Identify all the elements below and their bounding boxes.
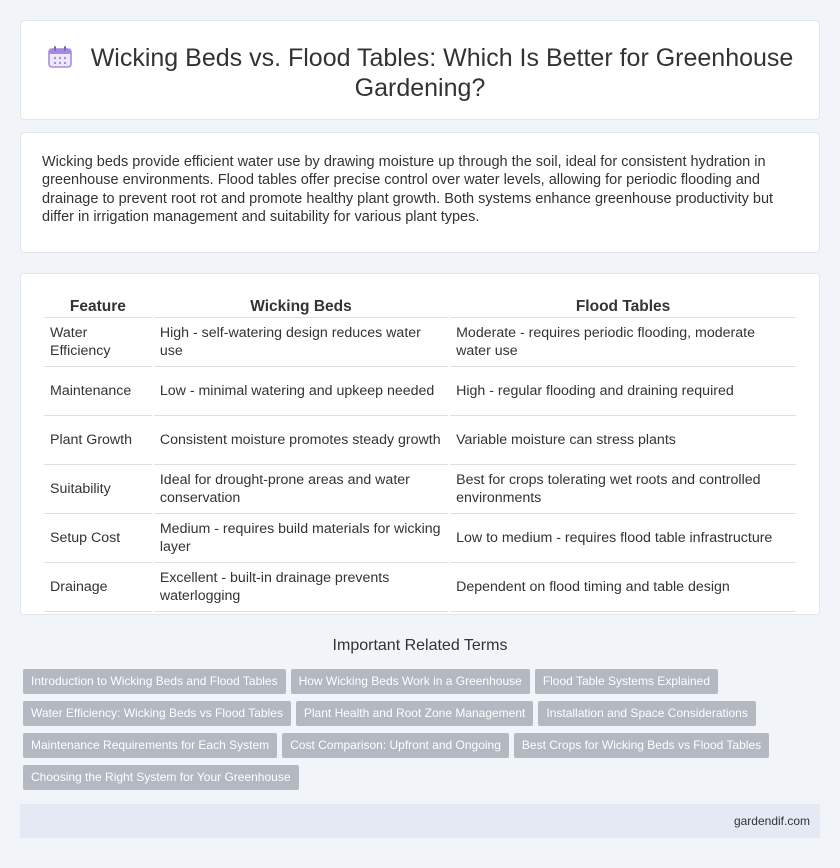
table-row bbox=[44, 465, 796, 514]
table-row bbox=[44, 367, 796, 416]
wicking-cell: High - self-watering design reduces water use bbox=[154, 318, 448, 367]
intro-paragraph: Wicking beds provide efficient water use by drawing moisture up through the soil, ideal for consistent hydration in greenhouse environments. Flood tables offer precise control over water levels, allowing for periodic flooding and drainage to prevent root rot and promote healthy plant growth. Both systems enhance greenhouse productivity but differ in irrigation management and suitability for various plant types. bbox=[42, 154, 774, 226]
term-tag[interactable]: Plant Health and Root Zone Management bbox=[296, 701, 533, 726]
tag-row bbox=[23, 701, 783, 733]
header-wicking-beds: Wicking Beds bbox=[154, 296, 448, 318]
feature-cell: Setup Cost bbox=[44, 514, 152, 563]
term-tag[interactable]: Water Efficiency: Wicking Beds vs Flood Tables bbox=[23, 701, 291, 726]
wicking-cell: Medium - requires build materials for wicking layer bbox=[154, 514, 448, 563]
wicking-cell: Consistent moisture promotes steady growth bbox=[154, 416, 448, 465]
feature-cell: Water Efficiency bbox=[44, 318, 152, 367]
footer-bar bbox=[20, 804, 820, 838]
term-tag[interactable]: Maintenance Requirements for Each System bbox=[23, 733, 277, 758]
table-row bbox=[44, 514, 796, 563]
header-feature: Feature bbox=[44, 296, 152, 318]
flood-cell: High - regular flooding and draining required bbox=[450, 367, 796, 416]
term-tag[interactable]: Best Crops for Wicking Beds vs Flood Tables bbox=[514, 733, 769, 758]
flood-cell: Best for crops tolerating wet roots and controlled environments bbox=[450, 465, 796, 514]
feature-cell: Plant Growth bbox=[44, 416, 152, 465]
table-header-row bbox=[44, 296, 796, 318]
feature-cell: Drainage bbox=[44, 563, 152, 612]
flood-cell: Low to medium - requires flood table infrastructure bbox=[450, 514, 796, 563]
wicking-cell: Ideal for drought-prone areas and water conservation bbox=[154, 465, 448, 514]
page-title-wrap bbox=[21, 43, 819, 103]
table-row bbox=[44, 416, 796, 465]
table-row bbox=[44, 563, 796, 612]
related-terms-title: Important Related Terms bbox=[332, 637, 508, 654]
feature-cell: Maintenance bbox=[44, 367, 152, 416]
term-tag[interactable]: Flood Table Systems Explained bbox=[535, 669, 718, 694]
term-tag[interactable]: Installation and Space Considerations bbox=[538, 701, 755, 726]
term-tag[interactable]: Introduction to Wicking Beds and Flood Tables bbox=[23, 669, 286, 694]
wicking-cell: Low - minimal watering and upkeep needed bbox=[154, 367, 448, 416]
flood-cell: Moderate - requires periodic flooding, moderate water use bbox=[450, 318, 796, 367]
comparison-table bbox=[42, 296, 798, 612]
term-tag[interactable]: Cost Comparison: Upfront and Ongoing bbox=[282, 733, 509, 758]
header-flood-tables: Flood Tables bbox=[450, 296, 796, 318]
term-tag[interactable]: Choosing the Right System for Your Greenhouse bbox=[23, 765, 299, 790]
comparison-card bbox=[20, 273, 820, 615]
calendar-icon bbox=[47, 45, 73, 69]
page-title: Wicking Beds vs. Flood Tables: Which Is Better for Greenhouse Gardening? bbox=[90, 44, 794, 102]
table-row bbox=[44, 318, 796, 367]
flood-cell: Variable moisture can stress plants bbox=[450, 416, 796, 465]
tag-row bbox=[23, 669, 783, 701]
tag-row bbox=[23, 733, 783, 765]
feature-cell: Suitability bbox=[44, 465, 152, 514]
title-card bbox=[20, 20, 820, 120]
flood-cell: Dependent on flood timing and table design bbox=[450, 563, 796, 612]
related-terms-list bbox=[23, 669, 783, 797]
site-link[interactable]: gardendif.com bbox=[733, 814, 810, 828]
tag-row bbox=[23, 765, 783, 797]
wicking-cell: Excellent - built-in drainage prevents waterlogging bbox=[154, 563, 448, 612]
term-tag[interactable]: How Wicking Beds Work in a Greenhouse bbox=[291, 669, 530, 694]
intro-card bbox=[20, 132, 820, 253]
